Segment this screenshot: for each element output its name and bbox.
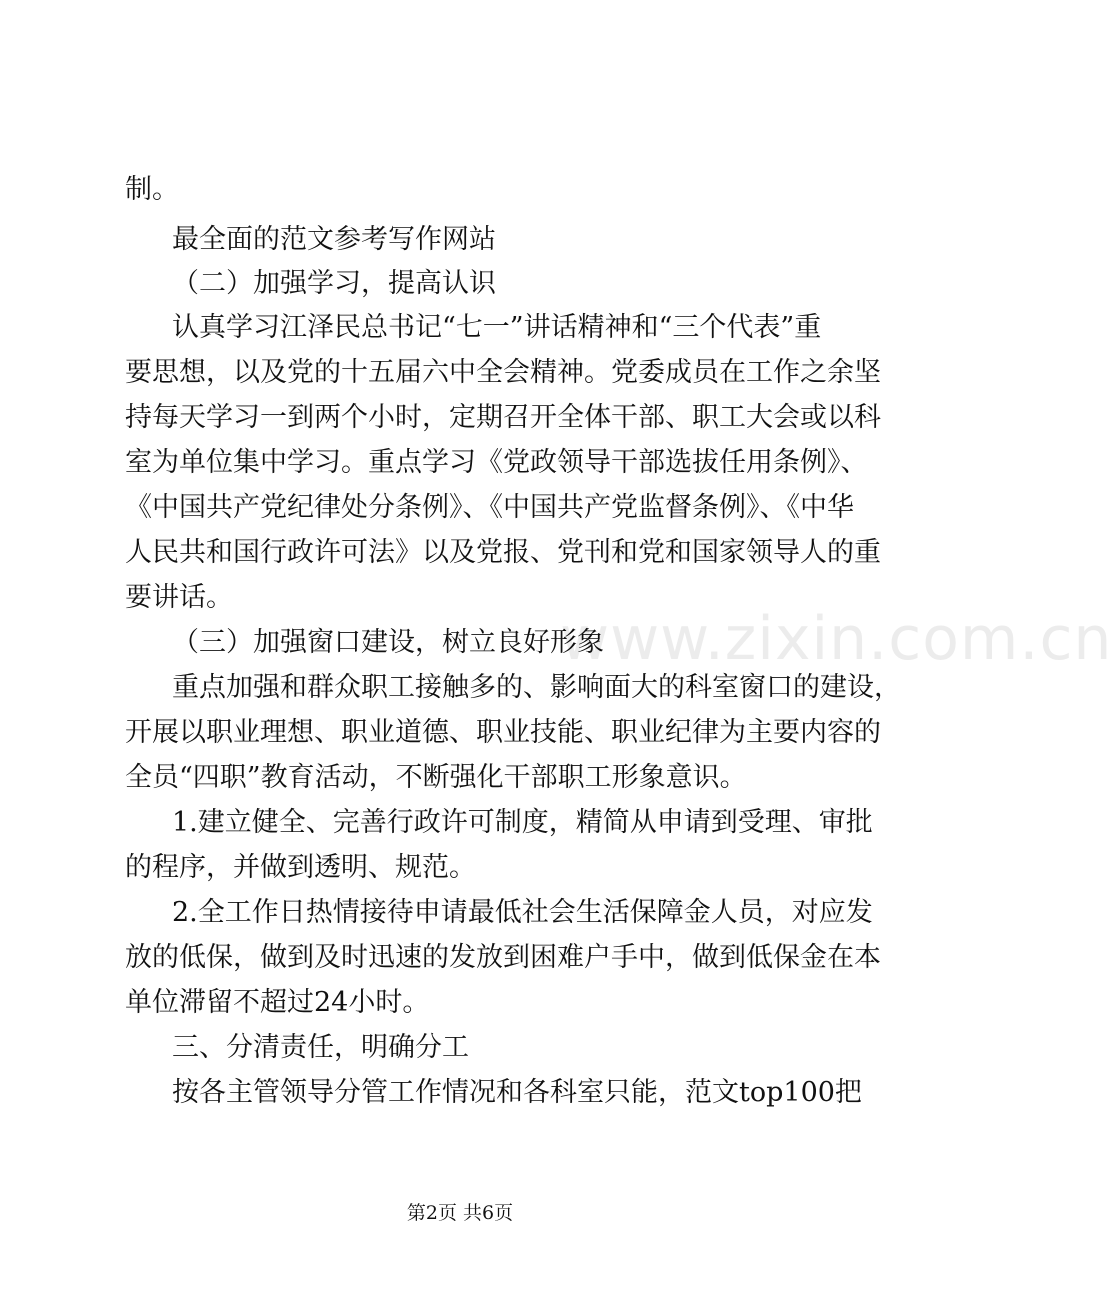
text-line-13: 开展以职业理想、职业道德、职业技能、职业纪律为主要内容的 xyxy=(125,717,881,748)
text-line-21: 按各主管领导分管工作情况和各科室只能，范文top100把 xyxy=(172,1077,862,1108)
text-line-15: 1.建立健全、完善行政许可制度，精简从申请到受理、审批 xyxy=(172,807,873,838)
text-line-2: 最全面的范文参考写作网站 xyxy=(172,224,496,255)
text-line-4: 认真学习江泽民总书记“七一”讲话精神和“三个代表”重 xyxy=(172,312,822,343)
text-line-18: 放的低保，做到及时迅速的发放到困难户手中，做到低保金在本 xyxy=(125,942,881,973)
text-line-19: 单位滞留不超过24小时。 xyxy=(125,987,430,1018)
text-line-17: 2.全工作日热情接待申请最低社会生活保障金人员，对应发 xyxy=(172,897,873,928)
text-line-12: 重点加强和群众职工接触多的、影响面大的科室窗口的建设， xyxy=(172,672,901,703)
text-line-1: 制。 xyxy=(125,174,179,205)
text-line-6: 持每天学习一到两个小时，定期召开全体干部、职工大会或以科 xyxy=(125,402,881,433)
text-line-8: 《中国共产党纪律处分条例》、《中国共产党监督条例》、《中华 xyxy=(125,492,854,523)
text-line-5: 要思想，以及党的十五届六中全会精神。党委成员在工作之余坚 xyxy=(125,357,881,388)
section-heading-3: （三）加强窗口建设，树立良好形象 xyxy=(172,627,604,658)
page-number-footer: 第2页 共6页 xyxy=(406,1202,514,1224)
text-line-9: 人民共和国行政许可法》以及党报、党刊和党和国家领导人的重 xyxy=(125,537,881,568)
watermark: www.zixin.com.cn xyxy=(560,604,1112,674)
text-line-16: 的程序，并做到透明、规范。 xyxy=(125,852,476,883)
text-line-10: 要讲话。 xyxy=(125,582,233,613)
text-line-7: 室为单位集中学习。重点学习《党政领导干部选拔任用条例》、 xyxy=(125,447,868,478)
text-line-14: 全员“四职”教育活动，不断强化干部职工形象意识。 xyxy=(125,762,747,793)
section-heading-three: 三、分清责任，明确分工 xyxy=(172,1032,469,1063)
section-heading-2: （二）加强学习，提高认识 xyxy=(172,268,496,299)
